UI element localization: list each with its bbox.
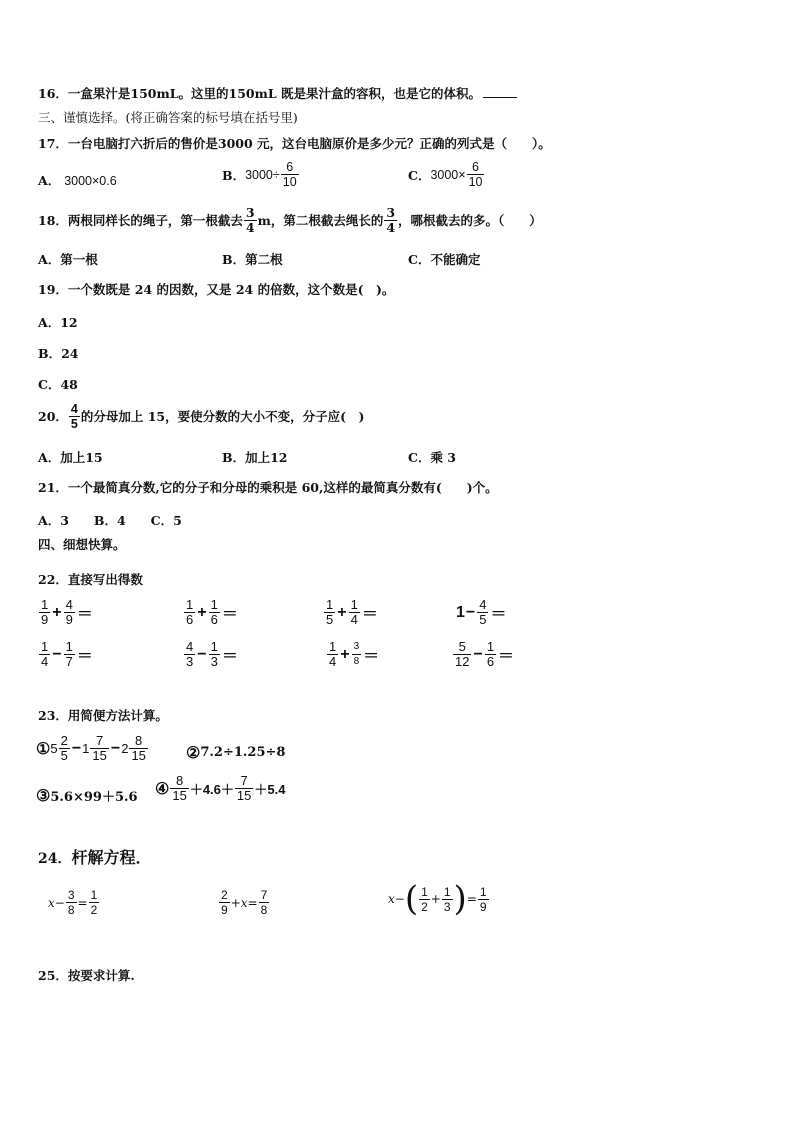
q23-expression-2: ② 7.2÷1.25÷8	[186, 743, 286, 762]
answer-blank[interactable]	[483, 97, 517, 98]
fraction: $\frac{3}{4}$	[386, 205, 396, 235]
q24-equation-2: $\frac{2}{9}$ + x = $\frac{7}{8}$	[221, 888, 268, 917]
fraction: $\frac{6}{10}$	[282, 160, 297, 189]
q22-expression: $\frac{1}{4}$ − $\frac{1}{7}$ ＝	[41, 639, 93, 669]
q18-option-a[interactable]: A．第一根	[38, 252, 98, 267]
question-18: 18．两根同样长的绳子，第一根截去 $\frac{3}{4}$ m，第二根截去绳长的 $\frac{3}{4}$ ，哪根截去的多。（ ）	[38, 205, 542, 235]
question-17: 17．一台电脑打六折后的售价是3000 元，这台电脑原价是多少元？正确的列式是（ ）。	[38, 136, 551, 151]
section-4-heading: 四、细想快算。	[38, 537, 126, 552]
fraction: $\frac{6}{10}$	[468, 160, 483, 189]
q18-option-b[interactable]: B．第二根	[222, 252, 283, 267]
question-16-text: 16．一盒果汁是150mL。这里的150mL 既是果汁盒的容积，也是它的体积。	[38, 86, 481, 101]
question-16	[38, 86, 517, 102]
q19-option-a[interactable]: A．12	[38, 315, 78, 330]
question-21: 21．一个最简真分数,它的分子和分母的乘积是 60,这样的最简真分数有( )个。	[38, 480, 498, 495]
q17-option-c[interactable]: C． 3000× $\frac{6}{10}$	[408, 160, 483, 189]
q24-equation-3: x − ( $\frac{1}{2}$ + $\frac{1}{3}$ ) = $\frac{1}{9}$	[388, 879, 487, 919]
circle-3-marker: ③	[36, 786, 51, 805]
q24-equation-1: x − $\frac{3}{8}$ = $\frac{1}{2}$	[48, 888, 98, 917]
q20-option-c[interactable]: C．乘 3	[408, 450, 456, 465]
q23-expression-1: ① 5 $\frac{2}{5}$ − 1 $\frac{7}{15}$ − 2 $\frac{8}{15}$	[36, 733, 146, 763]
q19-option-b[interactable]: B．24	[38, 346, 79, 361]
question-25: 25．按要求计算.	[38, 968, 135, 983]
question-22-title: 22．直接写出得数	[38, 572, 143, 587]
q22-expression: $\frac{1}{5}$ + $\frac{1}{4}$ ＝	[326, 597, 378, 627]
q17-option-a[interactable]: A． 3000×0.6	[38, 173, 117, 188]
q18-option-c[interactable]: C．不能确定	[408, 252, 481, 267]
circle-1-marker: ①	[36, 740, 51, 758]
question-24-title: 24．杆解方程．	[38, 848, 152, 867]
q20-option-b[interactable]: B．加上12	[222, 450, 288, 465]
q23-expression-3: ③ 5.6×99＋5.6	[36, 786, 138, 805]
question-20: 20． $\frac{4}{5}$ 的分母加上 15，要使分数的大小不变，分子应( )	[38, 402, 365, 431]
section-3-heading: 三、谨慎选择。(将正确答案的标号填在括号里)	[38, 110, 298, 125]
q22-expression: $\frac{5}{12}$ − $\frac{1}{6}$ ＝	[455, 639, 515, 669]
q22-expression: $\frac{4}{3}$ − $\frac{1}{3}$ ＝	[186, 639, 238, 669]
q17-option-b[interactable]: B． 3000÷ $\frac{6}{10}$	[222, 160, 297, 189]
fraction: $\frac{4}{5}$	[70, 402, 78, 431]
q22-expression: $\frac{1}{4}$ + $\frac{3}{8}$ ＝	[329, 639, 380, 669]
q21-options[interactable]: A．3 B．4 C．5	[38, 513, 182, 528]
q22-expression: 1 − $\frac{4}{5}$ ＝	[456, 597, 507, 627]
question-23-title: 23．用简便方法计算。	[38, 708, 168, 723]
q19-option-c[interactable]: C．48	[38, 377, 78, 392]
fraction: $\frac{3}{4}$	[245, 205, 255, 235]
q23-expression-4: ④ $\frac{8}{15}$ ＋4.6＋ $\frac{7}{15}$ ＋5.4	[155, 773, 286, 803]
q22-expression: $\frac{1}{6}$ + $\frac{1}{6}$ ＝	[186, 597, 238, 627]
question-19: 19．一个数既是 24 的因数，又是 24 的倍数，这个数是( )。	[38, 282, 395, 297]
q20-option-a[interactable]: A．加上15	[38, 450, 103, 465]
circle-4-marker: ④	[155, 780, 170, 798]
circle-2-marker: ②	[186, 743, 201, 762]
q22-expression: $\frac{1}{9}$ + $\frac{4}{9}$ ＝	[41, 597, 93, 627]
